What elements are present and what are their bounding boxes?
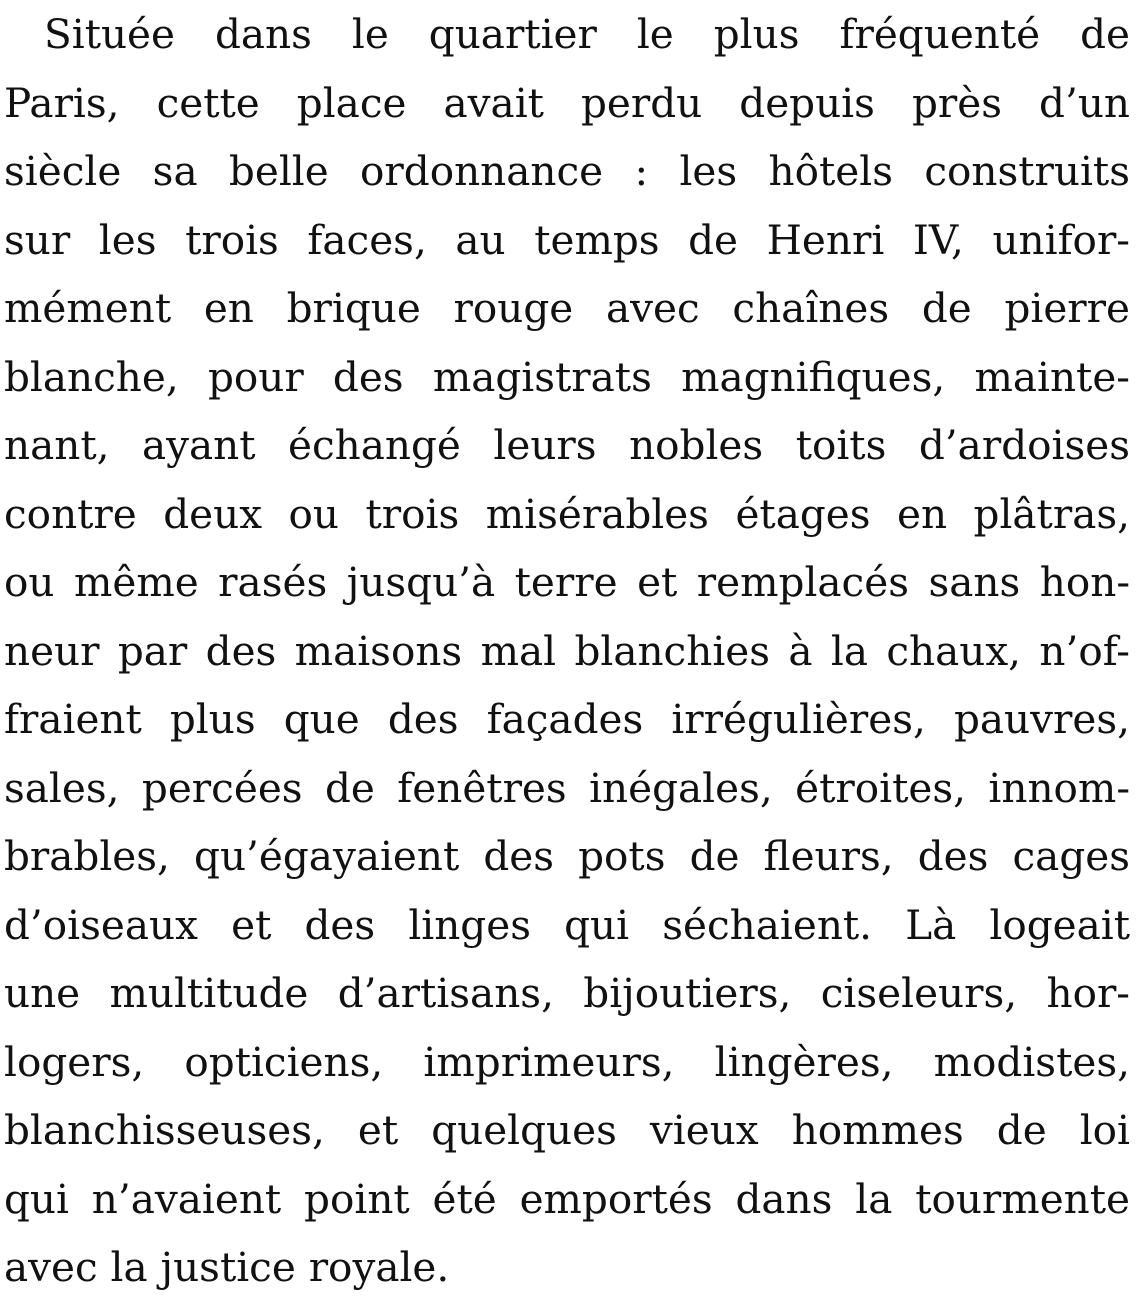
document-page [4, 0, 1130, 1302]
text-line: Paris, cette place avait perdu depuis près d’un [4, 78, 1130, 127]
text-line: brables, qu’égayaient des pots de fleurs, des cages [4, 832, 1130, 880]
text-line: blanche, pour des magistrats magnifiques, mainte- [4, 352, 1130, 401]
text-line: nant, ayant échangé leurs nobles toits d’ardoises [4, 421, 1130, 469]
text-line: logers, opticiens, imprimeurs, lingères, modistes, [4, 1037, 1130, 1086]
text-line: fraient plus que des façades irrégulières, pauvres, [4, 695, 1130, 743]
text-line: Située dans le quartier le plus fréquenté de [44, 10, 1130, 58]
text-line: sales, percées de fenêtres inégales, étroites, innom- [4, 763, 1130, 812]
text-line: siècle sa belle ordonnance : les hôtels construits [4, 147, 1130, 195]
text-line: ou même rasés jusqu’à terre et remplacés sans hon- [4, 558, 1130, 606]
text-line: blanchisseuses, et quelques vieux hommes de loi [4, 1106, 1130, 1154]
text-line: sur les trois faces, au temps de Henri IV, unifor- [4, 215, 1130, 264]
text-line: d’oiseaux et des linges qui séchaient. Là logeait [4, 900, 1130, 949]
text-line: qui n’avaient point été emportés dans la tourmente [4, 1174, 1130, 1223]
text-line: neur par des maisons mal blanchies à la chaux, n’of- [4, 626, 1130, 675]
text-line: une multitude d’artisans, bijoutiers, ciseleurs, hor- [4, 969, 1130, 1017]
text-line: mément en brique rouge avec chaînes de pierre [4, 284, 1130, 332]
paragraph [4, 0, 1130, 1302]
text-line: contre deux ou trois misérables étages en plâtras, [4, 489, 1130, 538]
text-line: avec la justice royale. [4, 1243, 450, 1291]
